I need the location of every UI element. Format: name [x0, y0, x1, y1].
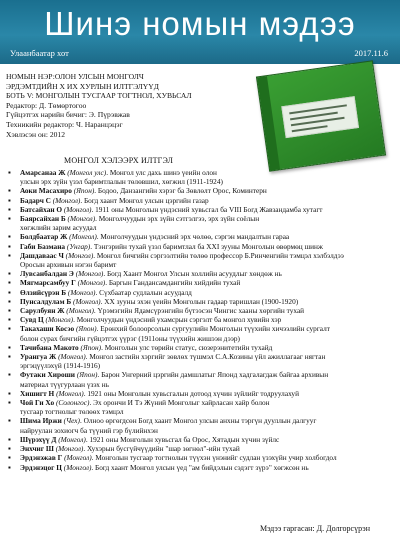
square-bullet-icon: ▪ — [8, 352, 11, 362]
presentation-title: . 1921 оны Монголын хувьсгал ба Орос, Хятадын хүчин зүйлс — [85, 434, 280, 444]
presentation-title-continued: материал түүгурлаан үзэх нь — [20, 379, 109, 389]
author-name: Эрдэнэжав Г — [20, 453, 63, 463]
author-name: Эрдэнэцог Ц — [20, 462, 62, 472]
presentation-title: . Монголчуудын үндэсний эрх чөлөө, сэргэн мандалтын гараа — [96, 232, 290, 242]
presentation-title: . Баргын Гандансамдангийн хийдийн тухай — [105, 278, 241, 288]
presentation-title: . Ерөнхий болоорсолын сургуулийн Монголын түүхийн хичээлийн сургалт — [96, 324, 330, 334]
header-date: 2017.11.6 — [354, 48, 388, 58]
square-bullet-icon: ▪ — [8, 232, 11, 242]
presentation-title: . Тэнгэрийн тухай үзэл баримтлал ба XXI зууны Монголын өвөрмөц шинж — [90, 241, 323, 251]
author-name: Энхчиг Ш — [20, 444, 54, 454]
square-bullet-icon: ▪ — [8, 250, 11, 260]
author-name: Шүрэхүү Д — [20, 434, 57, 444]
page-title: Шинэ номын мэдээ — [44, 5, 356, 42]
book-cover-label — [281, 96, 359, 138]
list-item — [6, 278, 396, 287]
author-country: (Монгол улс) — [67, 168, 107, 177]
list-item — [6, 297, 396, 306]
author-name: Аоки Масахиро — [20, 186, 72, 196]
presentation-title: . 1911 оны Монголын үндэсний хувьсгал ба VIII Богд Жавзандамба хутагт — [91, 204, 323, 214]
list-item — [6, 251, 396, 269]
author-country: (Монгол) — [63, 462, 92, 472]
author-name: Сарулбуян Ж — [20, 306, 65, 316]
author-name: Шима Иржи — [20, 416, 62, 426]
square-bullet-icon: ▪ — [8, 453, 11, 463]
square-bullet-icon: ▪ — [8, 186, 11, 196]
presentation-title-continued: улсын эрх зүйн үзэл баримтлалын төлөвшил, хөгжил (1911-1924) — [20, 177, 223, 187]
list-item — [6, 214, 396, 232]
author-country: (Монгол) — [66, 306, 94, 316]
book-info-line: Хэвлэсэн он: 2012 — [6, 129, 66, 139]
author-country: (Япон) — [80, 342, 102, 352]
square-bullet-icon: ▪ — [8, 287, 11, 297]
author-name: Мягмарсамбуу Г — [20, 278, 76, 288]
author-country: (Монгол) — [58, 352, 86, 362]
author-country: (Монгол) — [65, 250, 94, 260]
presentation-title: . Монголчуудын үндэсний ухамсрын сэргэлт ба монгол хувийн хэр — [73, 315, 282, 325]
book-cover-image — [256, 60, 386, 171]
presentation-title-continued: найруулан зохиогч ба түүний гэр бүлийнхэн — [20, 425, 158, 435]
author-country: (Япон) — [73, 186, 95, 196]
list-item — [6, 453, 396, 462]
square-bullet-icon: ▪ — [8, 214, 11, 224]
book-info-line: НОМЫН НЭР:ОЛОН УЛСЫН МОНГОЛЧ — [6, 72, 144, 81]
list-item — [6, 205, 396, 214]
author-name: Хишигт Н — [20, 388, 55, 398]
presentation-title: . Монгол бичгийн сэргээлтийн төлөө профессор Б.Ринченгийн тэмцэл хэлбэлдээ — [93, 250, 344, 260]
section-title: МОНГОЛ ХЭЛЭЭРХ ИЛТГЭЛ — [64, 156, 174, 165]
list-item — [6, 398, 396, 416]
presentation-title: . Бодоо, Данзангийн хэрэг ба Зөвлөлт Орос, Коминтерн — [94, 186, 267, 196]
square-bullet-icon: ▪ — [8, 444, 11, 454]
presentation-title: . Монголын тусгаар тогтнолын түүхэн үнэнийг судлан үзэхүйн учир холбогдол — [91, 453, 337, 463]
author-name: Амарсанаа Ж — [20, 168, 66, 177]
author-country: (Монгол) — [75, 269, 104, 279]
author-name: Лувсанбалдан Э — [20, 269, 74, 279]
book-info-line: Редактор: Д. Төмөртогоо — [6, 100, 87, 110]
square-bullet-icon: ▪ — [8, 462, 11, 472]
square-bullet-icon: ▪ — [8, 296, 11, 306]
list-item — [6, 370, 396, 388]
presentation-title: . Барон Унгерний цэргийн дамшлатыг Японд хадгалагдаж байгаа архивын — [97, 370, 329, 380]
presentation-title-continued: хөгжлийн зарим асуудал — [20, 223, 97, 233]
author-name: Пунсалдулам Б — [20, 296, 72, 306]
square-bullet-icon: ▪ — [8, 315, 11, 325]
author-name: Чой Ги Хо — [20, 398, 55, 408]
presentation-title: . Монгол улс дахь шинэ үеийн олон — [106, 168, 217, 177]
list-item — [6, 306, 396, 315]
book-info-line: БОТЬ V: МОНГОЛЫН ТУСГААР ТОГТНОЛ, ХУВЬСАЛ — [6, 91, 192, 101]
presentation-title: . Монголчуудын эрх зүйн сэтгэлгээ, эрх зүйн соёлын — [95, 214, 260, 224]
book-info-line: Техникийн редактор: Ч. Наранцэцэг — [6, 119, 123, 129]
header-place: Улаанбаатар хот — [10, 48, 69, 58]
square-bullet-icon: ▪ — [8, 278, 11, 288]
square-bullet-icon: ▪ — [8, 195, 11, 205]
square-bullet-icon: ▪ — [8, 388, 11, 398]
list-item — [6, 288, 396, 297]
footer-signature: Мэдээ гаргасан: Д. Долгорсүрэн — [260, 524, 370, 533]
author-name: Футаки Хироши — [20, 370, 76, 380]
author-country: (Монгол) — [77, 278, 106, 288]
list-item — [6, 186, 396, 195]
author-name: Такахаши Косэо — [20, 324, 75, 334]
author-name: Габи Базманa — [20, 241, 66, 251]
author-name: Тачибана Макото — [20, 342, 79, 352]
author-country: (Япон) — [76, 370, 98, 380]
square-bullet-icon: ▪ — [8, 398, 11, 408]
author-country: (Монгол) — [64, 453, 92, 463]
author-country: (Япон) — [76, 324, 97, 334]
book-info-line: ЭРДЭМТДИЙН Х ИХ ХУРЛЫН ИЛТГЭЛҮҮД — [6, 81, 159, 91]
author-country: (Монгол) — [58, 434, 86, 444]
author-country: (Монгол) — [56, 388, 84, 398]
author-country: (Чех) — [63, 416, 80, 426]
author-country: (Монгол) — [73, 296, 101, 306]
author-country: (Монгол) — [55, 444, 84, 454]
list-item — [6, 352, 396, 370]
presentation-title: . ХХ зууны эхэн үеийн Монголын гадаар таришлан (1900-1920) — [100, 296, 299, 306]
list-item — [6, 196, 396, 205]
list-item — [6, 168, 396, 186]
presentation-title: . Сүхбаатар судлалын асуудалд — [95, 287, 192, 297]
presentation-list — [6, 168, 396, 472]
presentation-title: . Богд хаант Монгол улсын үед "ам бийдэлын сэдэгт зүрэ" хөгжсөн нь — [91, 462, 309, 472]
list-item — [6, 343, 396, 352]
author-name: Өлзийсүрэн Б — [20, 287, 67, 297]
author-name: Бадарч С — [20, 195, 51, 205]
header-banner — [0, 0, 400, 64]
author-name: Баярсайхан Б — [20, 214, 66, 224]
book-info-line: Гүйцэтгэх нарийн бичиг: Э. Пүрэвжав — [6, 110, 130, 120]
presentation-title: . Богд Хаант Монгол Улсын холлийн асуудлыг хөндөж нь — [103, 269, 282, 279]
presentation-title-continued: Оросын архивын нэгэн баримт — [20, 260, 117, 270]
presentation-title: . 1921 оны Монголын хувьсгалын дотоод хүчин зүйлийг тодруулахуй — [83, 388, 299, 398]
square-bullet-icon: ▪ — [8, 342, 11, 352]
author-name: Батсайхан О — [20, 204, 63, 214]
square-bullet-icon: ▪ — [8, 416, 11, 426]
author-country: (Унгар) — [66, 241, 91, 251]
list-item — [6, 242, 396, 251]
square-bullet-icon: ▪ — [8, 434, 11, 444]
presentation-title: . Богд хаант Монгол улсын цэргийн газар — [80, 195, 209, 205]
author-country: (Монгол) — [45, 315, 74, 325]
square-bullet-icon: ▪ — [8, 324, 11, 334]
list-item — [6, 232, 396, 241]
presentation-title: . Монгол застийн хэргийг зөвлөх түшмэл С.А.Козины үйл ажиллагааг нягтан — [85, 352, 326, 362]
presentation-title-continued: болон сурах бичгийн гүйцэтгэх үүрэг (1911оны түүхийн жишээн дээр) — [20, 333, 240, 343]
author-country: (Солонгос) — [55, 398, 90, 408]
presentation-title-continued: эргэцүүлэхүй (1914-1916) — [20, 361, 101, 371]
list-item — [6, 269, 396, 278]
author-country: (Монгол) — [63, 204, 92, 214]
presentation-title: . Үрэмэгийн Ядамсүрэнгийн бүтээсэн Чингис хааны хөргийн тухай — [93, 306, 305, 316]
list-item — [6, 416, 396, 434]
presentation-title: . Эх орончи И Тэ Жүний Монголыг хайрласан хайр болон — [89, 398, 270, 408]
square-bullet-icon: ▪ — [8, 241, 11, 251]
author-country: (Монгол) — [67, 287, 96, 297]
author-country: (Монгол) — [69, 232, 97, 242]
list-item — [6, 315, 396, 324]
square-bullet-icon: ▪ — [8, 168, 11, 177]
list-item — [6, 324, 396, 342]
author-country: (Монгол) — [67, 214, 96, 224]
square-bullet-icon: ▪ — [8, 204, 11, 214]
list-item — [6, 444, 396, 453]
author-name: Сувд Ц — [20, 315, 44, 325]
presentation-title: . Монголын улс төрийн статус, сюзерэнитетийн тухайд — [101, 342, 273, 352]
presentation-title: . Олноо өргөгдсөн Богд хаант Монгол улсын анхны тэргүн дууллын далгууг — [79, 416, 317, 426]
square-bullet-icon: ▪ — [8, 306, 11, 316]
author-name: Урангуа Ж — [20, 352, 57, 362]
list-item — [6, 435, 396, 444]
presentation-title: . Хухэрын бусгүйчүүдийн "шар зөгнөл"-ийн тухай — [83, 444, 240, 454]
author-country: (Монгол) — [52, 195, 81, 205]
author-name: Болдбаатар Ж — [20, 232, 68, 242]
author-name: Дашдавааc Ч — [20, 250, 64, 260]
list-item — [6, 463, 396, 472]
square-bullet-icon: ▪ — [8, 370, 11, 380]
square-bullet-icon: ▪ — [8, 269, 11, 279]
list-item — [6, 389, 396, 398]
presentation-title-continued: тусгаар тогтнолыг төлөөх тэмцэл — [20, 407, 124, 417]
